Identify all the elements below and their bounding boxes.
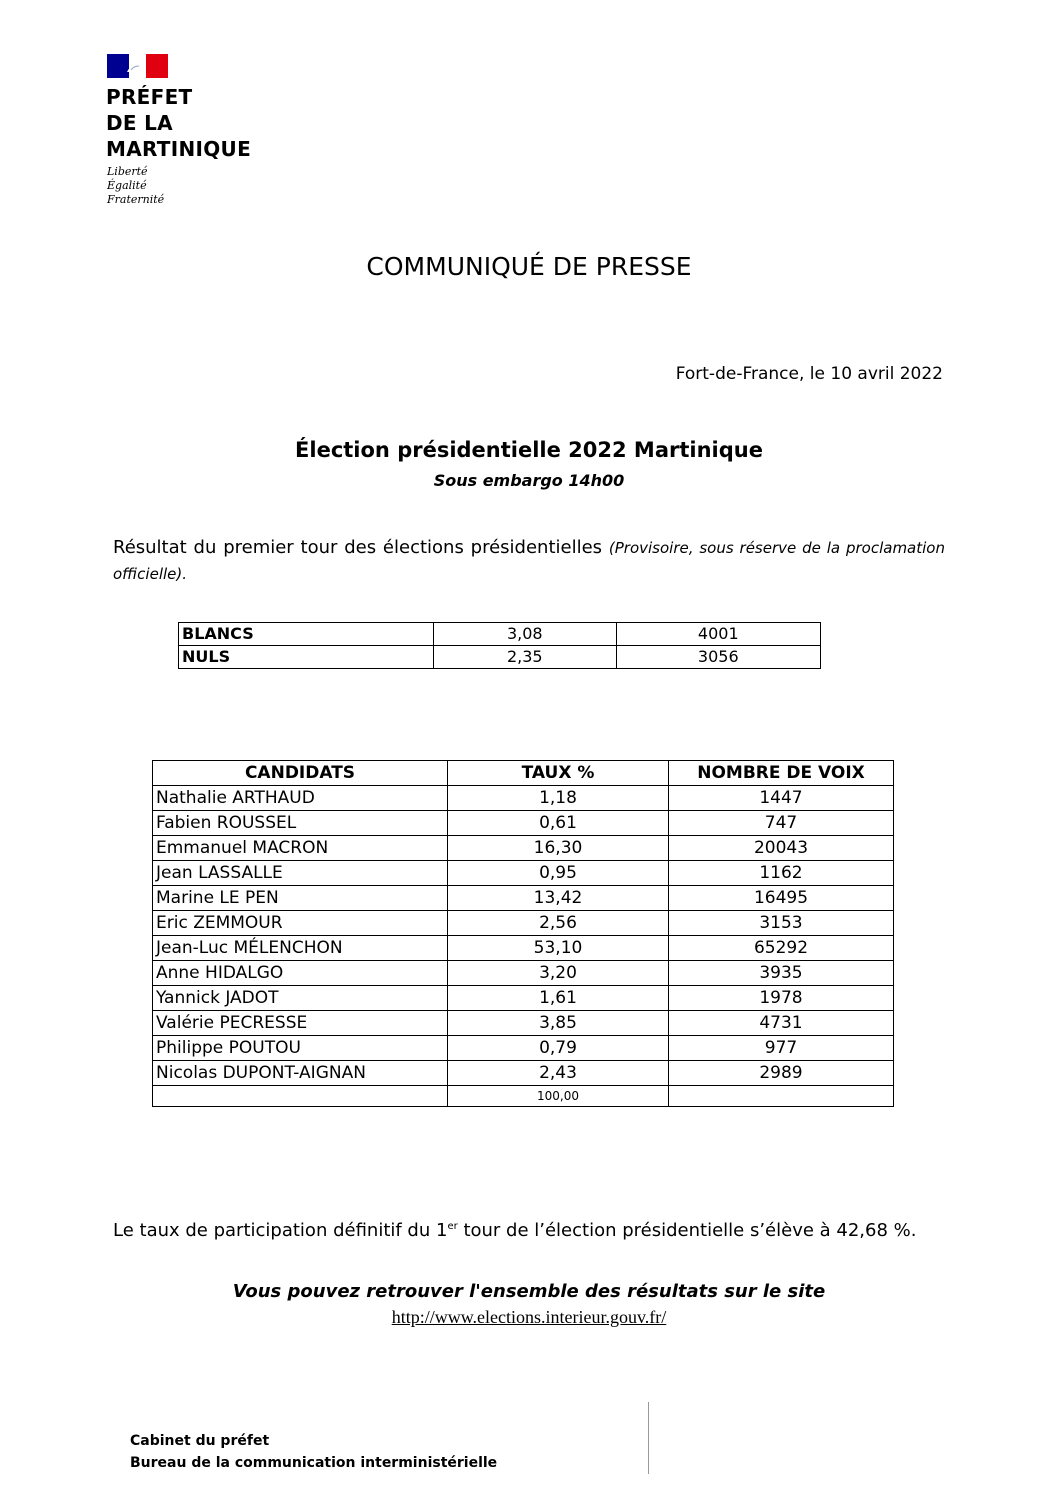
marianne-icon — [123, 58, 153, 76]
elections-link[interactable]: http://www.elections.interieur.gouv.fr/ — [391, 1307, 667, 1327]
table-row — [153, 861, 894, 886]
page-title: COMMUNIQUÉ DE PRESSE — [366, 252, 692, 281]
embargo-subheading: Sous embargo 14h00 — [433, 471, 625, 490]
total-row — [153, 1086, 894, 1107]
candidate-name: Jean LASSALLE — [153, 861, 448, 886]
candidate-name: Anne HIDALGO — [153, 961, 448, 986]
prefet-wordmark — [106, 84, 251, 162]
summary-taux: 2,35 — [434, 646, 617, 669]
footer-line: Bureau de la communication interministérielle — [130, 1455, 498, 1471]
candidate-taux: 16,30 — [448, 836, 669, 861]
table-row — [153, 911, 894, 936]
table-row — [153, 811, 894, 836]
candidate-name: Yannick JADOT — [153, 986, 448, 1011]
candidate-name: Eric ZEMMOUR — [153, 911, 448, 936]
participation-text: Le taux de participation définitif du 1 — [113, 1220, 448, 1241]
devise — [107, 165, 164, 207]
intro-text: Résultat du premier tour des élections présidentielles — [113, 537, 603, 558]
footer-line: Cabinet du préfet — [130, 1433, 270, 1449]
candidate-voix: 16495 — [669, 886, 894, 911]
candidate-name: Nathalie ARTHAUD — [153, 786, 448, 811]
candidate-taux: 13,42 — [448, 886, 669, 911]
candidate-name: Philippe POUTOU — [153, 1036, 448, 1061]
candidate-name: Jean-Luc MÉLENCHON — [153, 936, 448, 961]
date-line: Fort-de-France, le 10 avril 2022 — [675, 364, 943, 384]
table-row — [153, 961, 894, 986]
candidate-voix: 3153 — [669, 911, 894, 936]
candidate-voix: 20043 — [669, 836, 894, 861]
table-row — [153, 1011, 894, 1036]
participation-ordinal: er — [447, 1221, 458, 1232]
candidate-voix: 747 — [669, 811, 894, 836]
candidate-taux: 3,85 — [448, 1011, 669, 1036]
prefet-line: MARTINIQUE — [106, 137, 252, 161]
footer — [130, 1430, 497, 1474]
footer-divider — [648, 1402, 649, 1474]
candidate-taux: 1,61 — [448, 986, 669, 1011]
total-empty-cell — [669, 1086, 894, 1107]
candidate-name: Fabien ROUSSEL — [153, 811, 448, 836]
intro-paragraph — [113, 535, 945, 587]
republique-flag-logo — [107, 54, 168, 78]
total-taux: 100,00 — [448, 1086, 669, 1107]
summary-label: NULS — [179, 646, 434, 669]
participation-text-end: tour de l’élection présidentielle s’élève à 42,68 %. — [457, 1220, 917, 1241]
candidate-taux: 0,79 — [448, 1036, 669, 1061]
column-header: TAUX % — [448, 761, 669, 786]
table-row — [153, 836, 894, 861]
candidate-taux: 53,10 — [448, 936, 669, 961]
candidate-name: Marine LE PEN — [153, 886, 448, 911]
candidate-taux: 1,18 — [448, 786, 669, 811]
devise-line: Liberté — [107, 165, 148, 178]
table-row — [153, 986, 894, 1011]
table-row — [153, 1036, 894, 1061]
candidate-name: Valérie PECRESSE — [153, 1011, 448, 1036]
table-header-row — [153, 761, 894, 786]
participation-paragraph — [113, 1213, 945, 1244]
devise-line: Fraternité — [107, 193, 165, 206]
table-row — [153, 936, 894, 961]
results-table — [152, 760, 894, 1107]
candidate-taux: 0,61 — [448, 811, 669, 836]
column-header: CANDIDATS — [153, 761, 448, 786]
candidate-voix: 3935 — [669, 961, 894, 986]
summary-taux: 3,08 — [434, 623, 617, 646]
candidate-voix: 4731 — [669, 1011, 894, 1036]
table-row — [153, 1061, 894, 1086]
summary-label: BLANCS — [179, 623, 434, 646]
summary-voix: 3056 — [616, 646, 820, 669]
candidate-taux: 3,20 — [448, 961, 669, 986]
candidate-voix: 977 — [669, 1036, 894, 1061]
candidate-voix: 1162 — [669, 861, 894, 886]
prefet-line: DE LA — [106, 111, 173, 135]
prefet-line: PRÉFET — [106, 85, 193, 109]
intro-note: (Provisoire, sous réserve de la proclamation officielle). — [113, 539, 945, 583]
table-row — [179, 623, 821, 646]
table-row — [179, 646, 821, 669]
column-header: NOMBRE DE VOIX — [669, 761, 894, 786]
candidate-voix: 1447 — [669, 786, 894, 811]
flag-white-band — [129, 54, 146, 78]
candidate-voix: 65292 — [669, 936, 894, 961]
results-site-note: Vous pouvez retrouver l'ensemble des résultats sur le site — [232, 1281, 826, 1302]
devise-line: Égalité — [107, 179, 147, 192]
candidate-taux: 2,56 — [448, 911, 669, 936]
table-row — [153, 786, 894, 811]
total-empty-cell — [153, 1086, 448, 1107]
table-row — [153, 886, 894, 911]
candidate-voix: 2989 — [669, 1061, 894, 1086]
candidate-voix: 1978 — [669, 986, 894, 1011]
blancs-nuls-table — [178, 622, 821, 669]
candidate-name: Emmanuel MACRON — [153, 836, 448, 861]
candidate-taux: 2,43 — [448, 1061, 669, 1086]
summary-voix: 4001 — [616, 623, 820, 646]
candidate-taux: 0,95 — [448, 861, 669, 886]
candidate-name: Nicolas DUPONT-AIGNAN — [153, 1061, 448, 1086]
election-heading: Élection présidentielle 2022 Martinique — [295, 438, 763, 462]
